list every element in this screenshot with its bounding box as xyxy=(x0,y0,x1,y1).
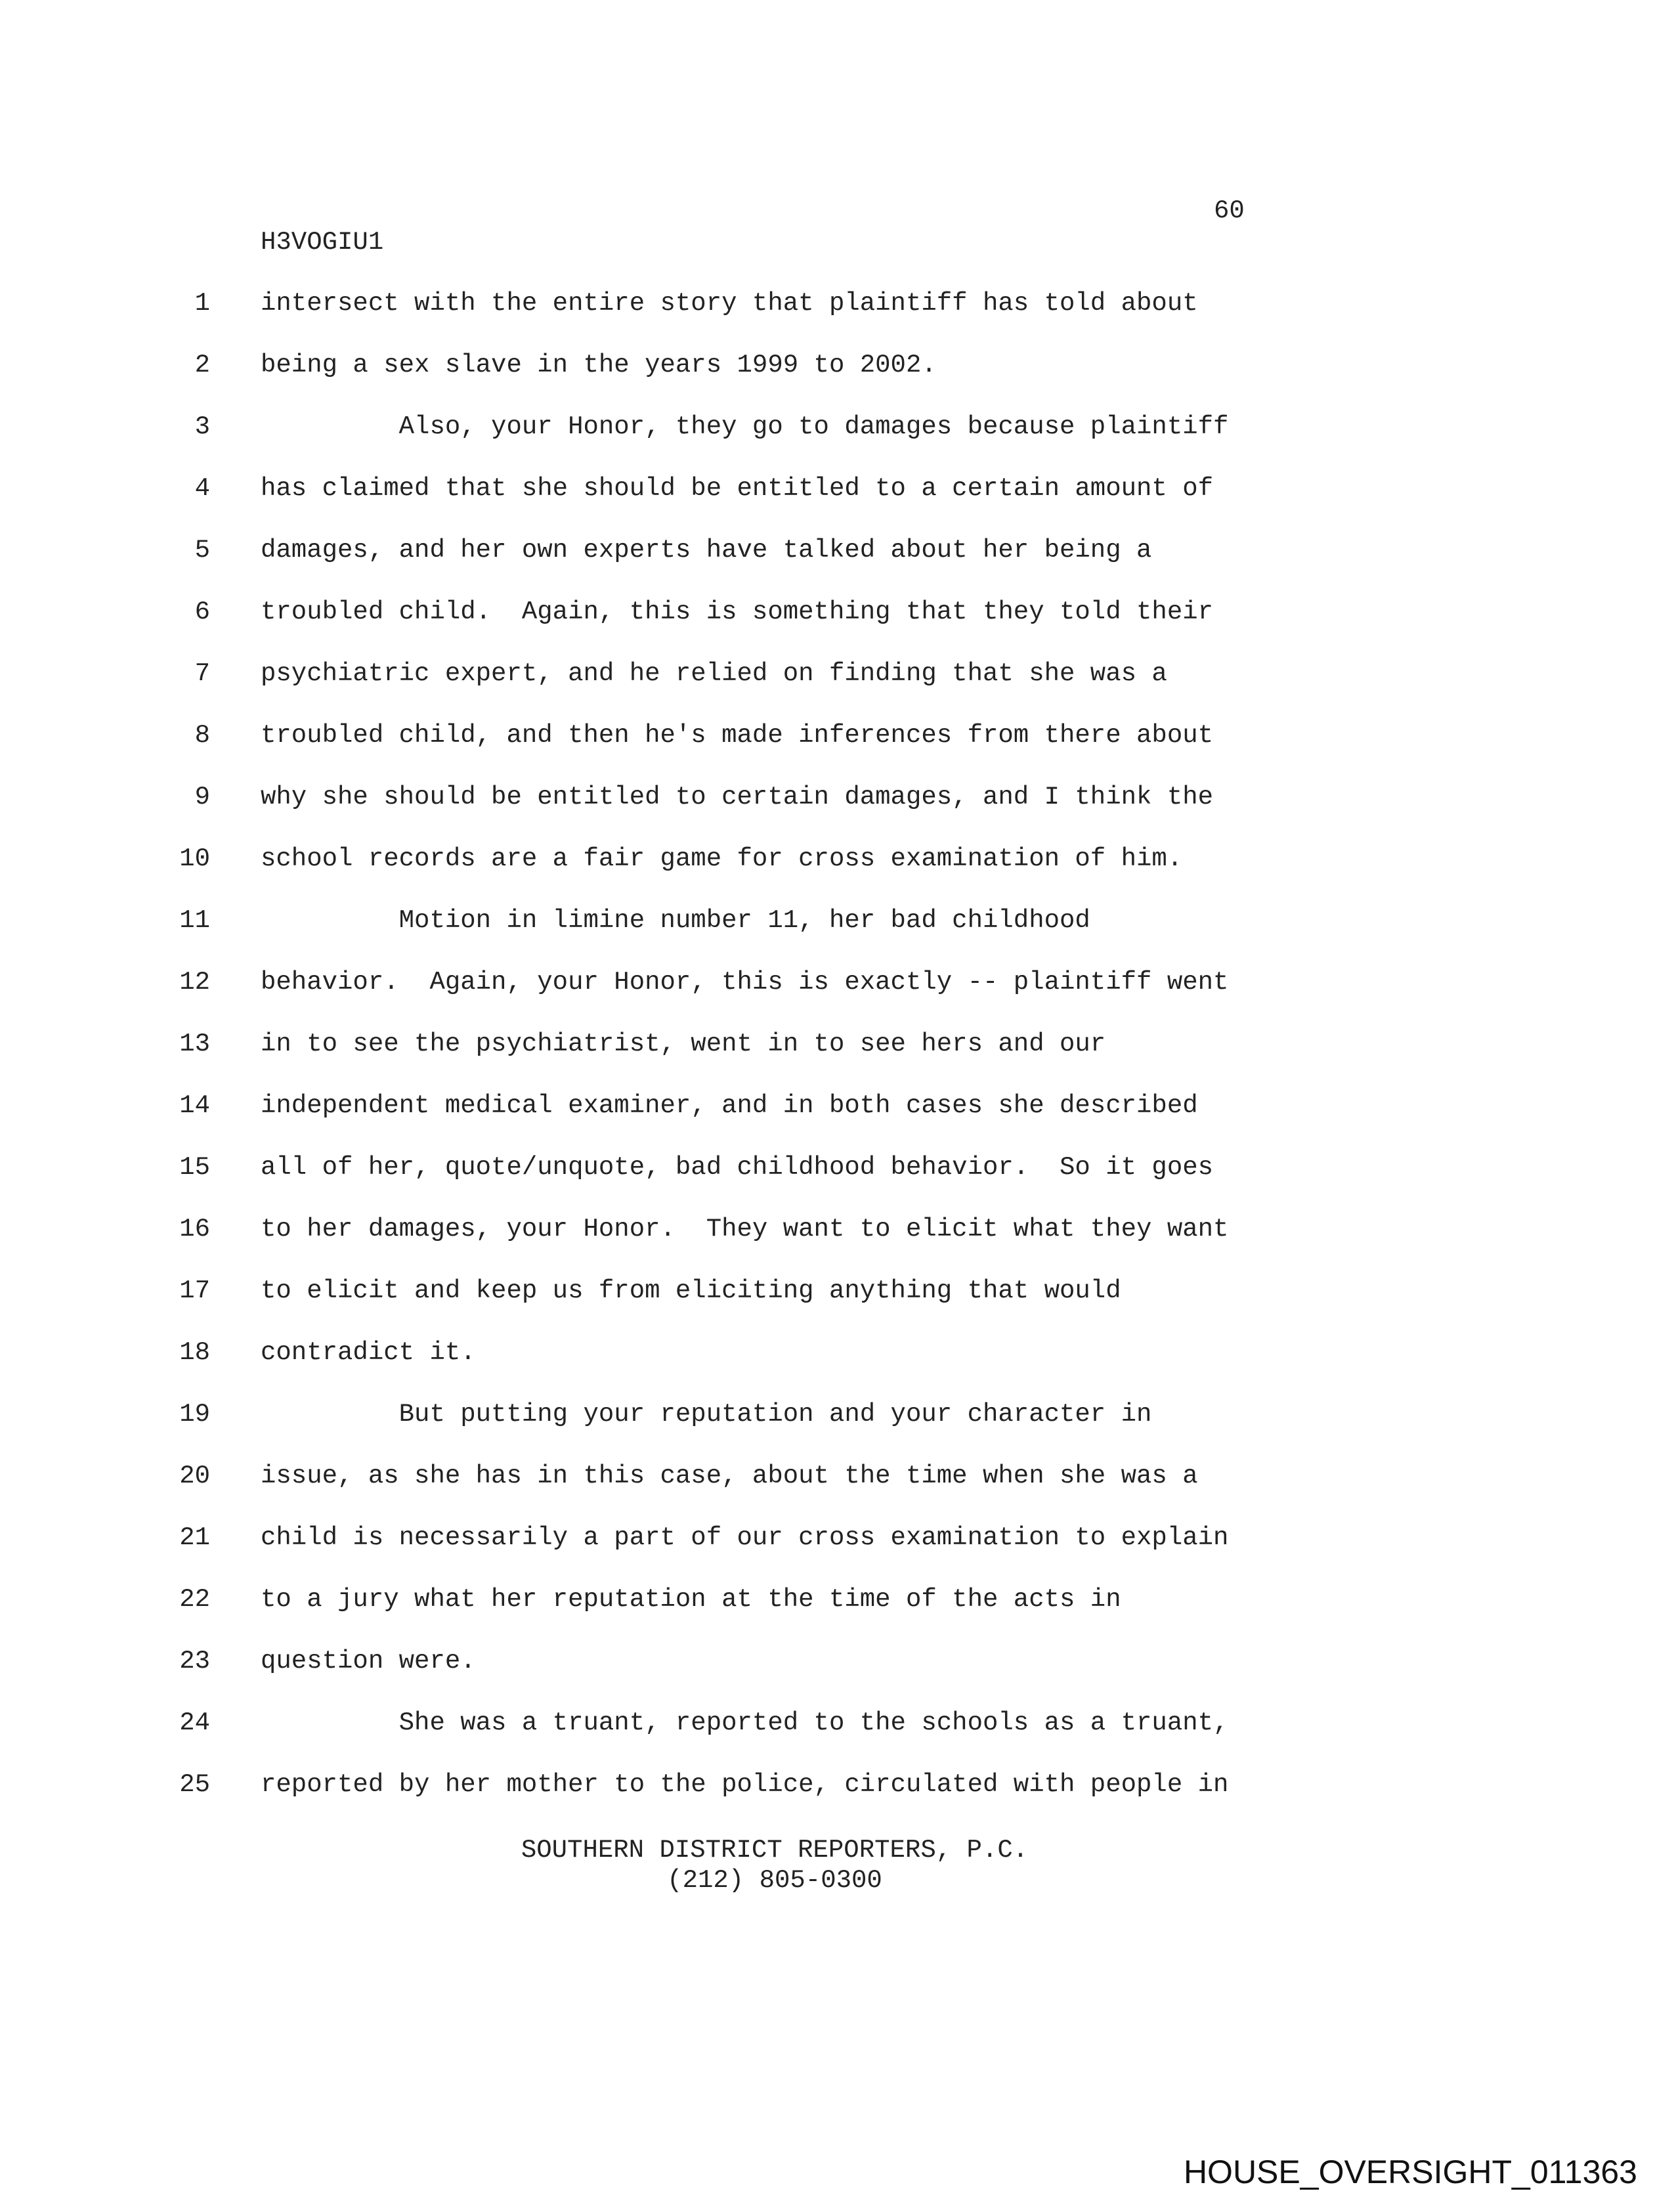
line-number: 6 xyxy=(194,597,210,626)
transcript-line xyxy=(0,846,1674,908)
transcript-line xyxy=(0,414,1674,476)
line-text: psychiatric expert, and he relied on finding that she was a xyxy=(261,659,1167,688)
line-text: Also, your Honor, they go to damages because plaintiff xyxy=(261,412,1229,441)
line-number: 18 xyxy=(179,1338,210,1367)
transcript-line xyxy=(0,1155,1674,1217)
line-number: 23 xyxy=(179,1647,210,1676)
transcript-line xyxy=(0,599,1674,661)
line-text: behavior. Again, your Honor, this is exactly -- plaintiff went xyxy=(261,968,1229,997)
line-number: 16 xyxy=(179,1215,210,1244)
transcript-line xyxy=(0,476,1674,538)
line-text: Motion in limine number 11, her bad childhood xyxy=(261,906,1090,935)
line-number: 24 xyxy=(179,1708,210,1737)
line-number: 3 xyxy=(194,412,210,441)
line-number: 11 xyxy=(179,906,210,935)
line-number: 10 xyxy=(179,844,210,873)
line-text: But putting your reputation and your character in xyxy=(261,1400,1152,1429)
line-text: why she should be entitled to certain damages, and I think the xyxy=(261,783,1214,812)
line-text: to elicit and keep us from eliciting anything that would xyxy=(261,1276,1121,1305)
line-number: 5 xyxy=(194,536,210,565)
transcript-line xyxy=(0,1525,1674,1587)
line-text: troubled child, and then he's made inferences from there about xyxy=(261,721,1214,750)
line-text: She was a truant, reported to the schools as a truant, xyxy=(261,1708,1229,1737)
transcript-line xyxy=(0,1031,1674,1093)
line-number: 22 xyxy=(179,1585,210,1614)
line-number: 13 xyxy=(179,1030,210,1058)
line-text: to her damages, your Honor. They want to elicit what they want xyxy=(261,1215,1229,1244)
line-text: contradict it. xyxy=(261,1338,476,1367)
transcript-line xyxy=(0,723,1674,785)
reporter-phone: (212) 805-0300 xyxy=(667,1866,882,1895)
transcript-line xyxy=(0,538,1674,599)
line-text: reported by her mother to the police, circulated with people in xyxy=(261,1770,1229,1799)
bates-number: HOUSE_OVERSIGHT_011363 xyxy=(1183,2154,1637,2190)
line-text: all of her, quote/unquote, bad childhood behavior. So it goes xyxy=(261,1153,1214,1182)
transcript-line xyxy=(0,1710,1674,1772)
transcript-line xyxy=(0,291,1674,353)
transcript-line xyxy=(0,1772,1674,1834)
transcript-line xyxy=(0,661,1674,723)
page-number: 60 xyxy=(1214,196,1245,225)
line-text: troubled child. Again, this is something that they told their xyxy=(261,597,1214,626)
transcript-line xyxy=(0,1587,1674,1649)
line-number: 21 xyxy=(179,1523,210,1552)
line-text: intersect with the entire story that plaintiff has told about xyxy=(261,289,1198,318)
transcript-line xyxy=(0,1340,1674,1402)
reporter-footer xyxy=(0,1835,1549,1896)
line-number: 14 xyxy=(179,1091,210,1120)
transcript-line xyxy=(0,785,1674,846)
transcript-line xyxy=(0,1649,1674,1710)
transcript-line xyxy=(0,908,1674,970)
transcript-line xyxy=(0,353,1674,414)
line-number: 25 xyxy=(179,1770,210,1799)
line-number: 17 xyxy=(179,1276,210,1305)
line-text: child is necessarily a part of our cross examination to explain xyxy=(261,1523,1229,1552)
line-number: 1 xyxy=(194,289,210,318)
transcript-line xyxy=(0,1402,1674,1464)
line-text: school records are a fair game for cross examination of him. xyxy=(261,844,1183,873)
transcript-body xyxy=(0,291,1674,1834)
reporter-name: SOUTHERN DISTRICT REPORTERS, P.C. xyxy=(521,1836,1029,1865)
line-number: 2 xyxy=(194,351,210,380)
line-number: 7 xyxy=(194,659,210,688)
case-id: H3VOGIU1 xyxy=(261,228,384,257)
line-number: 4 xyxy=(194,474,210,503)
transcript-line xyxy=(0,1217,1674,1278)
line-text: has claimed that she should be entitled to a certain amount of xyxy=(261,474,1214,503)
line-text: issue, as she has in this case, about the time when she was a xyxy=(261,1462,1198,1490)
line-number: 19 xyxy=(179,1400,210,1429)
transcript-line xyxy=(0,1278,1674,1340)
line-text: in to see the psychiatrist, went in to see hers and our xyxy=(261,1030,1106,1058)
line-number: 15 xyxy=(179,1153,210,1182)
transcript-line xyxy=(0,1464,1674,1525)
line-number: 12 xyxy=(179,968,210,997)
line-text: to a jury what her reputation at the time of the acts in xyxy=(261,1585,1121,1614)
line-text: being a sex slave in the years 1999 to 2002. xyxy=(261,351,937,380)
line-text: independent medical examiner, and in both cases she described xyxy=(261,1091,1198,1120)
transcript-line xyxy=(0,970,1674,1031)
transcript-line xyxy=(0,1093,1674,1155)
line-text: question were. xyxy=(261,1647,476,1676)
line-number: 8 xyxy=(194,721,210,750)
line-number: 20 xyxy=(179,1462,210,1490)
line-number: 9 xyxy=(194,783,210,812)
line-text: damages, and her own experts have talked about her being a xyxy=(261,536,1152,565)
